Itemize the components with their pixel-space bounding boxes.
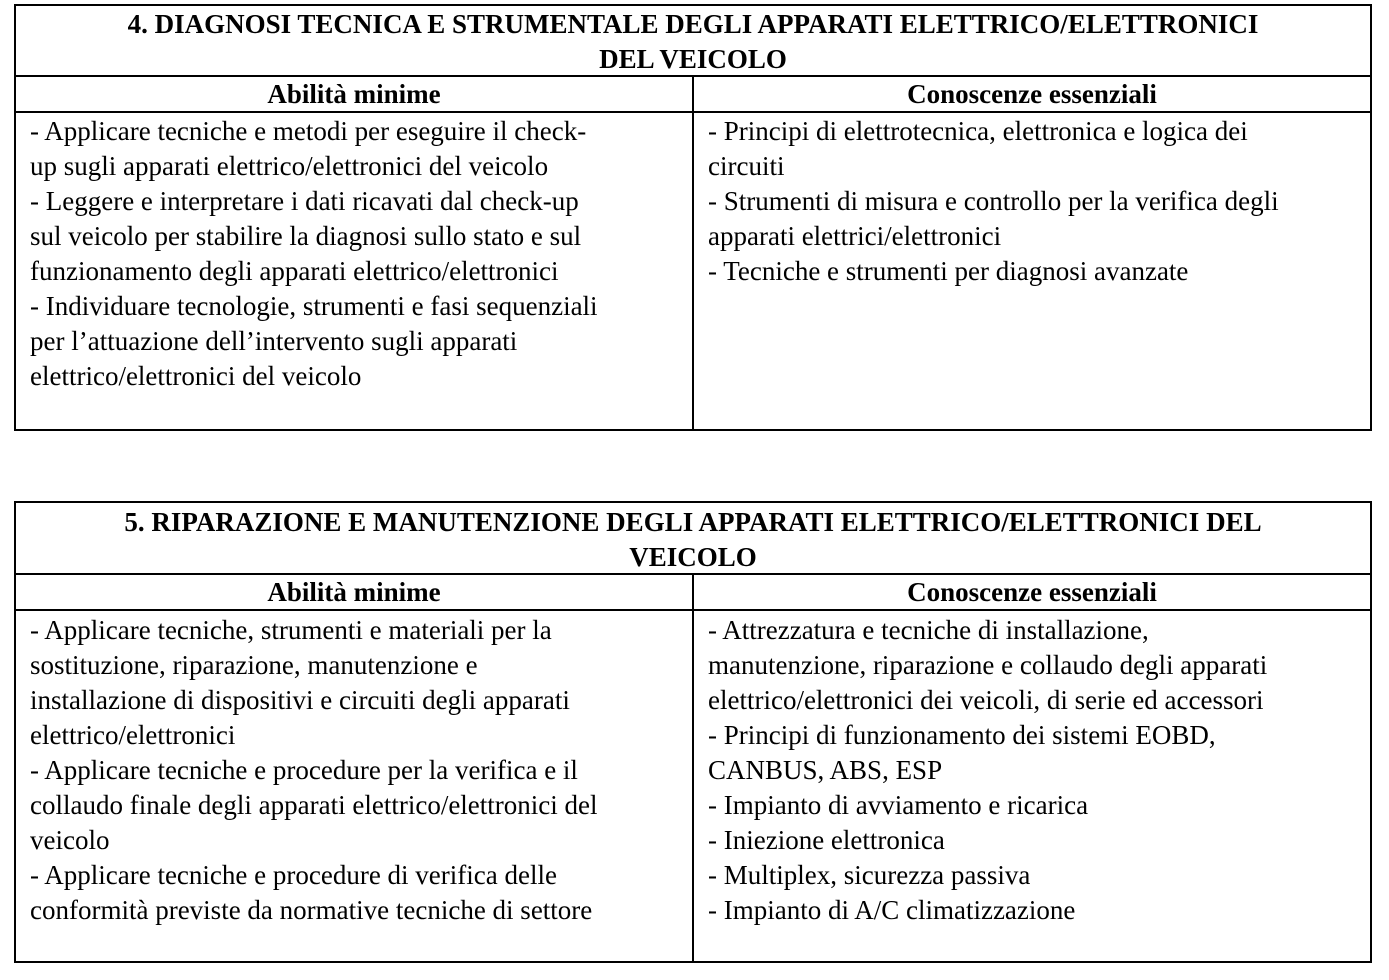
title-line: VEICOLO bbox=[629, 542, 757, 572]
abilita-cell bbox=[16, 611, 694, 961]
text-line: - Multiplex, sicurezza passiva bbox=[708, 860, 1031, 890]
text-line: - Impianto di A/C climatizzazione bbox=[708, 895, 1076, 925]
text-line: - Impianto di avviamento e ricarica bbox=[708, 790, 1089, 820]
text-line: - Leggere e interpretare i dati ricavati dal check-up bbox=[30, 186, 579, 216]
text-line: sul veicolo per stabilire la diagnosi sullo stato e sul bbox=[30, 221, 582, 251]
table-title bbox=[16, 503, 1370, 575]
abilita-cell bbox=[16, 113, 694, 429]
text-line: installazione di dispositivi e circuiti degli apparati bbox=[30, 685, 570, 715]
title-line: 4. DIAGNOSI TECNICA E STRUMENTALE DEGLI APPARATI ELETTRICO/ELETTRONICI bbox=[127, 9, 1259, 39]
text-line: conformità previste da normative tecniche di settore bbox=[30, 895, 593, 925]
text-line: circuiti bbox=[708, 151, 785, 181]
table-body bbox=[16, 113, 1370, 429]
text-line: - Principi di elettrotecnica, elettronica e logica dei bbox=[708, 116, 1248, 146]
text-line: manutenzione, riparazione e collaudo degli apparati bbox=[708, 650, 1268, 680]
text-line: - Applicare tecniche e procedure di verifica delle bbox=[30, 860, 557, 890]
text-line: funzionamento degli apparati elettrico/elettronici bbox=[30, 256, 559, 286]
title-line: 5. RIPARAZIONE E MANUTENZIONE DEGLI APPARATI ELETTRICO/ELETTRONICI DEL bbox=[124, 507, 1262, 537]
text-line: - Applicare tecniche, strumenti e materiali per la bbox=[30, 615, 552, 645]
text-line: - Applicare tecniche e procedure per la verifica e il bbox=[30, 755, 578, 785]
text-line: - Applicare tecniche e metodi per eseguire il check- bbox=[30, 116, 587, 146]
table-diagnosi-tecnica bbox=[14, 4, 1372, 431]
text-line: per l’attuazione dell’intervento sugli apparati bbox=[30, 326, 518, 356]
column-headers bbox=[16, 575, 1370, 611]
text-line: - Iniezione elettronica bbox=[708, 825, 945, 855]
table-riparazione-manutenzione bbox=[14, 501, 1372, 963]
table-title bbox=[16, 6, 1370, 77]
text-line: - Principi di funzionamento dei sistemi EOBD, bbox=[708, 720, 1216, 750]
text-line: - Attrezzatura e tecniche di installazione, bbox=[708, 615, 1149, 645]
conoscenze-cell bbox=[694, 113, 1370, 429]
text-line: elettrico/elettronici dei veicoli, di serie ed accessori bbox=[708, 685, 1264, 715]
text-line: apparati elettrici/elettronici bbox=[708, 221, 1002, 251]
text-line: - Tecniche e strumenti per diagnosi avanzate bbox=[708, 256, 1189, 286]
header-abilita-minime: Abilità minime bbox=[16, 575, 694, 609]
title-line: DEL VEICOLO bbox=[599, 44, 787, 74]
header-conoscenze-essenziali: Conoscenze essenziali bbox=[907, 577, 1157, 607]
text-line: up sugli apparati elettrico/elettronici del veicolo bbox=[30, 151, 549, 181]
text-line: sostituzione, riparazione, manutenzione e bbox=[30, 650, 478, 680]
header-conoscenze-essenziali: Conoscenze essenziali bbox=[907, 79, 1157, 109]
column-headers bbox=[16, 77, 1370, 113]
text-line: - Individuare tecnologie, strumenti e fasi sequenziali bbox=[30, 291, 598, 321]
text-line: veicolo bbox=[30, 825, 110, 855]
header-abilita-minime: Abilità minime bbox=[16, 77, 694, 111]
text-line: CANBUS, ABS, ESP bbox=[708, 755, 943, 785]
conoscenze-cell bbox=[694, 611, 1370, 961]
text-line: - Strumenti di misura e controllo per la verifica degli bbox=[708, 186, 1279, 216]
text-line: elettrico/elettronici bbox=[30, 720, 236, 750]
table-body bbox=[16, 611, 1370, 961]
text-line: collaudo finale degli apparati elettrico/elettronici del bbox=[30, 790, 598, 820]
text-line: elettrico/elettronici del veicolo bbox=[30, 361, 362, 391]
